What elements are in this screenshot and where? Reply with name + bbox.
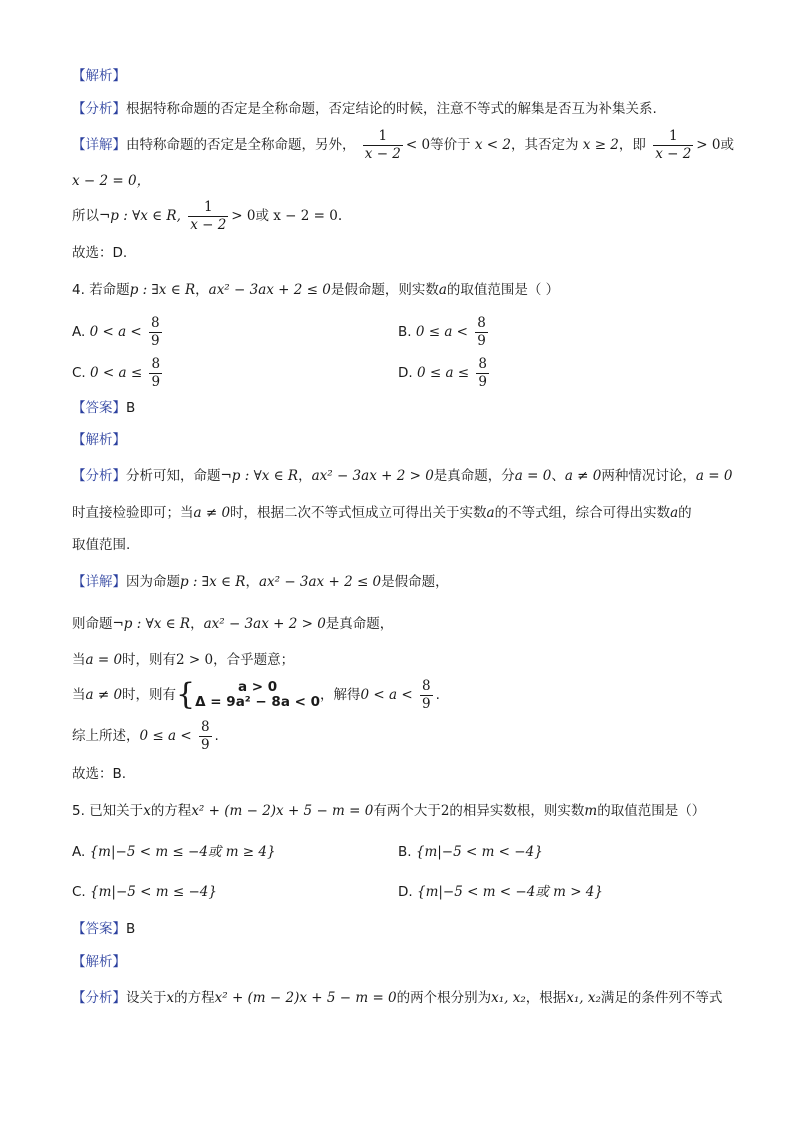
q5-stem-x: x [143, 803, 151, 819]
q5-option-d-label: D. [398, 884, 413, 900]
fenxi-tag: 【分析】 [72, 101, 126, 117]
fenxi-tag-2: 【分析】 [72, 468, 126, 484]
q4-option-a-label: A. [72, 324, 86, 340]
q3-detail-text-d: ，即 [618, 137, 646, 153]
q4-xj-1a: 因为命题 [126, 574, 180, 590]
q5-option-b-label: B. [398, 844, 412, 860]
q4-number: 4. [72, 282, 85, 298]
fraction-1-over-x-minus-2-c: $\frac{1}{x - 2}$ [190, 198, 227, 233]
q5-answer: B [126, 921, 136, 937]
q4-fx-2f: a [670, 505, 679, 521]
q4-xj-3a: 当 [72, 652, 86, 668]
q5-fx-c: 的两个根分别为 [396, 990, 492, 1006]
q4-option-b-frac: $\frac{8}{9}$ [477, 314, 486, 349]
q3-analysis-text: 根据特称命题的否定是全称命题，否定结论的时候，注意不等式的解集是否互为补集关系. [126, 101, 657, 117]
q4-xj-4b: a ≠ 0 [85, 687, 123, 703]
q3-therefore-line [72, 196, 342, 236]
q5-option-b-expr: {m|−5 < m < −4} [415, 844, 543, 860]
q4-choice: 故选：B. [72, 766, 127, 782]
q4-inequality: ax² − 3ax + 2 ≤ 0 [208, 282, 331, 298]
q5-option-c-expr: {m|−5 < m ≤ −4} [90, 884, 217, 900]
q4-fx-2e: 的不等式组，综合可得出实数 [494, 505, 671, 521]
q4-xj-4d: ，解得 [320, 687, 361, 703]
q4-fx-1d: ax² − 3ax + 2 > 0 [311, 468, 434, 484]
q5-fx-e: 满足的条件列不等式 [600, 990, 723, 1006]
q4-xj-2b: ¬p : ∀x ∈ R [112, 616, 191, 632]
jiexi-label-1 [72, 66, 126, 86]
q4-option-d[interactable] [398, 355, 492, 391]
q5-fx-b: 的方程 [174, 990, 215, 1006]
fraction-1-over-x-minus-2: $\frac{1}{x - 2}$ [364, 127, 401, 162]
q4-option-c-expr: 0 < a ≤ [90, 365, 143, 381]
q4-stem-a: 若命题 [89, 282, 130, 298]
q4-stem [72, 280, 559, 300]
q4-fx-1a: 分析可知，命题 [126, 468, 221, 484]
q4-option-c-frac: $\frac{8}{9}$ [151, 355, 161, 390]
q5-option-a[interactable] [72, 842, 276, 862]
jiexi-label-2 [72, 430, 126, 450]
q4-xj-1d: ax² − 3ax + 2 ≤ 0 [258, 574, 382, 590]
q4-fx-1c: ， [298, 468, 312, 484]
q4-xj-1e: 是假命题， [381, 574, 449, 590]
q3-choice: 故选：D. [72, 245, 128, 261]
q4-detail-line-2 [72, 614, 393, 634]
q4-option-b-label: B. [398, 324, 412, 340]
jiexi-tag-3: 【解析】 [72, 954, 126, 970]
q4-detail-line-4 [72, 676, 440, 714]
q5-fx-roots: x₁, x₂ [491, 990, 526, 1006]
q4-fx-2b: a ≠ 0 [193, 505, 231, 521]
therefore-tail: > 0或 x − 2 = 0. [231, 208, 343, 224]
q4-fx-1h: a ≠ 0 [564, 468, 602, 484]
q4-detail-frac-2: $\frac{8}{9}$ [200, 718, 210, 753]
q5-stem-c: 有两个大于 [373, 803, 441, 819]
q5-stem-m: m [584, 803, 598, 819]
q4-xj-3c: 时，则有 [122, 652, 177, 668]
q4-stem-c: 是假命题，则实数 [330, 282, 439, 298]
q4-option-d-label: D. [398, 365, 413, 381]
q4-xj-1c: ， [245, 574, 259, 590]
q4-detail-line-1 [72, 572, 449, 592]
q5-stem-d: 的相异实数根，则实数 [449, 803, 585, 819]
q5-option-a-label: A. [72, 844, 86, 860]
q4-option-a[interactable] [72, 314, 165, 350]
q4-var-a: a [438, 282, 447, 298]
q5-stem-e: 的取值范围是（） [597, 803, 706, 819]
x-ge-2: x ≥ 2 [578, 137, 619, 153]
q4-fx-2g: 的 [678, 505, 692, 521]
q4-fx-1i: 两种情况讨论， [601, 468, 696, 484]
q5-stem-b: 的方程 [150, 803, 192, 819]
q5-option-b[interactable] [398, 842, 543, 862]
q4-option-d-frac: $\frac{8}{9}$ [478, 355, 488, 390]
q5-number: 5. [72, 803, 85, 819]
q4-xj-4c: 时，则有 [122, 687, 177, 703]
fenxi-tag-3: 【分析】 [72, 990, 126, 1006]
q4-xj-5b: 0 ≤ a < [139, 728, 192, 744]
q5-option-d[interactable] [398, 882, 603, 902]
q4-analysis-line-1 [72, 466, 732, 486]
lt-zero: < 0 [405, 137, 431, 153]
q5-stem [72, 801, 705, 821]
daan-tag-2: 【答案】 [72, 921, 126, 937]
q5-option-c[interactable] [72, 882, 217, 902]
jiexi-tag-2: 【解析】 [72, 432, 126, 448]
q4-fx-1g: 、 [551, 468, 565, 484]
q4-xj-2d: ax² − 3ax + 2 > 0 [203, 616, 326, 632]
q3-detail-text-b: 等价于 [430, 137, 471, 153]
q4-option-a-expr: 0 < a < [89, 324, 142, 340]
q4-xj-5a: 综上所述， [72, 728, 140, 744]
jiexi-tag: 【解析】 [72, 68, 126, 84]
q4-answer-line [72, 398, 135, 418]
q4-xj-3b: a = 0 [85, 652, 123, 668]
q4-option-a-frac: $\frac{8}{9}$ [151, 314, 160, 349]
system-row-2: Δ = 9a² − 8a < 0 [195, 694, 321, 710]
q5-fx-a: 设关于 [126, 990, 167, 1006]
q4-option-c-label: C. [72, 365, 86, 381]
q4-option-b[interactable] [398, 314, 491, 350]
q4-xj-5c: . [214, 728, 219, 744]
q4-detail-line-3 [72, 650, 294, 670]
q4-xj-4f: . [435, 687, 440, 703]
q5-option-c-label: C. [72, 884, 86, 900]
q5-stem-2: 2 [440, 803, 450, 819]
q4-analysis-line-2 [72, 503, 692, 523]
q4-fx-2d: a [486, 505, 495, 521]
q3-detail-line-1 [72, 125, 734, 165]
q3-detail-line-2: x − 2 = 0， [72, 173, 151, 189]
xiangjie-tag: 【详解】 [72, 137, 126, 153]
q4-stem-d: 的取值范围是（ ） [446, 282, 560, 298]
q4-option-c[interactable] [72, 355, 165, 391]
q5-fx-roots2: x₁, x₂ [566, 990, 601, 1006]
q4-prop-p: p : ∃x ∈ R [129, 282, 196, 298]
q4-fx-2a: 时直接检验即可；当 [72, 505, 194, 521]
q4-fx-1e: 是真命题，分 [433, 468, 515, 484]
suoyi-text: 所以 [72, 208, 99, 224]
q5-fx-x: x [166, 990, 175, 1006]
q3-detail-text-c: ，其否定为 [511, 137, 579, 153]
inequality-system: { a > 0 Δ = 9a² − 8a < 0 [176, 677, 321, 712]
q5-analysis-line [72, 988, 722, 1008]
jiexi-label-3 [72, 952, 126, 972]
neg-p-forall: ¬p : ∀x ∈ R, [99, 208, 181, 224]
q4-detail-frac-1: $\frac{8}{9}$ [421, 677, 431, 712]
x-lt-2: x < 2 [470, 137, 511, 153]
fraction-1-over-x-minus-2-b: $\frac{1}{x - 2}$ [655, 127, 692, 162]
q4-xj-1b: p : ∃x ∈ R [180, 574, 246, 590]
xiangjie-tag-2: 【详解】 [72, 574, 126, 590]
q5-option-d-expr: {m|−5 < m < −4或 m > 4} [416, 884, 603, 900]
q5-fx-d: ，根据 [525, 990, 567, 1006]
q3-detail-text-e: 或 [720, 137, 734, 153]
q4-xj-3e: ，合乎题意； [213, 652, 295, 668]
q4-fx-1j: a = 0 [695, 468, 733, 484]
q4-xj-4a: 当 [72, 687, 86, 703]
q4-comma: ， [195, 282, 209, 298]
gt-zero: > 0 [696, 137, 721, 153]
q5-stem-a: 已知关于 [89, 803, 144, 819]
q4-option-d-expr: 0 ≤ a ≤ [416, 365, 470, 381]
q4-xj-2e: 是真命题， [325, 616, 394, 632]
system-row-1: a > 0 [237, 679, 278, 695]
q4-xj-4e: 0 < a < [360, 687, 413, 703]
q4-detail-line-5 [72, 717, 219, 755]
daan-tag: 【答案】 [72, 400, 126, 416]
q4-xj-2c: ， [190, 616, 204, 632]
q4-xj-2a: 则命题 [72, 616, 113, 632]
q4-fx-2c: 时，根据二次不等式恒成立可得出关于实数 [230, 505, 487, 521]
q3-detail-text-a: 由特称命题的否定是全称命题，另外， [126, 137, 356, 153]
q4-analysis-line-3: 取值范围. [72, 537, 131, 553]
q4-option-b-expr: 0 ≤ a < [415, 324, 468, 340]
q4-fx-1f: a = 0 [514, 468, 552, 484]
q4-answer: B [126, 400, 136, 416]
q4-fx-1b: ¬p : ∀x ∈ R [220, 468, 299, 484]
q5-answer-line [72, 919, 135, 939]
q3-analysis-line [72, 99, 657, 119]
q4-xj-3d: 2 > 0 [176, 652, 214, 668]
q5-fx-eq: x² + (m − 2)x + 5 − m = 0 [214, 990, 397, 1006]
q5-option-a-expr: {m|−5 < m ≤ −4或 m ≥ 4} [89, 844, 276, 860]
q5-equation: x² + (m − 2)x + 5 − m = 0 [191, 803, 374, 819]
